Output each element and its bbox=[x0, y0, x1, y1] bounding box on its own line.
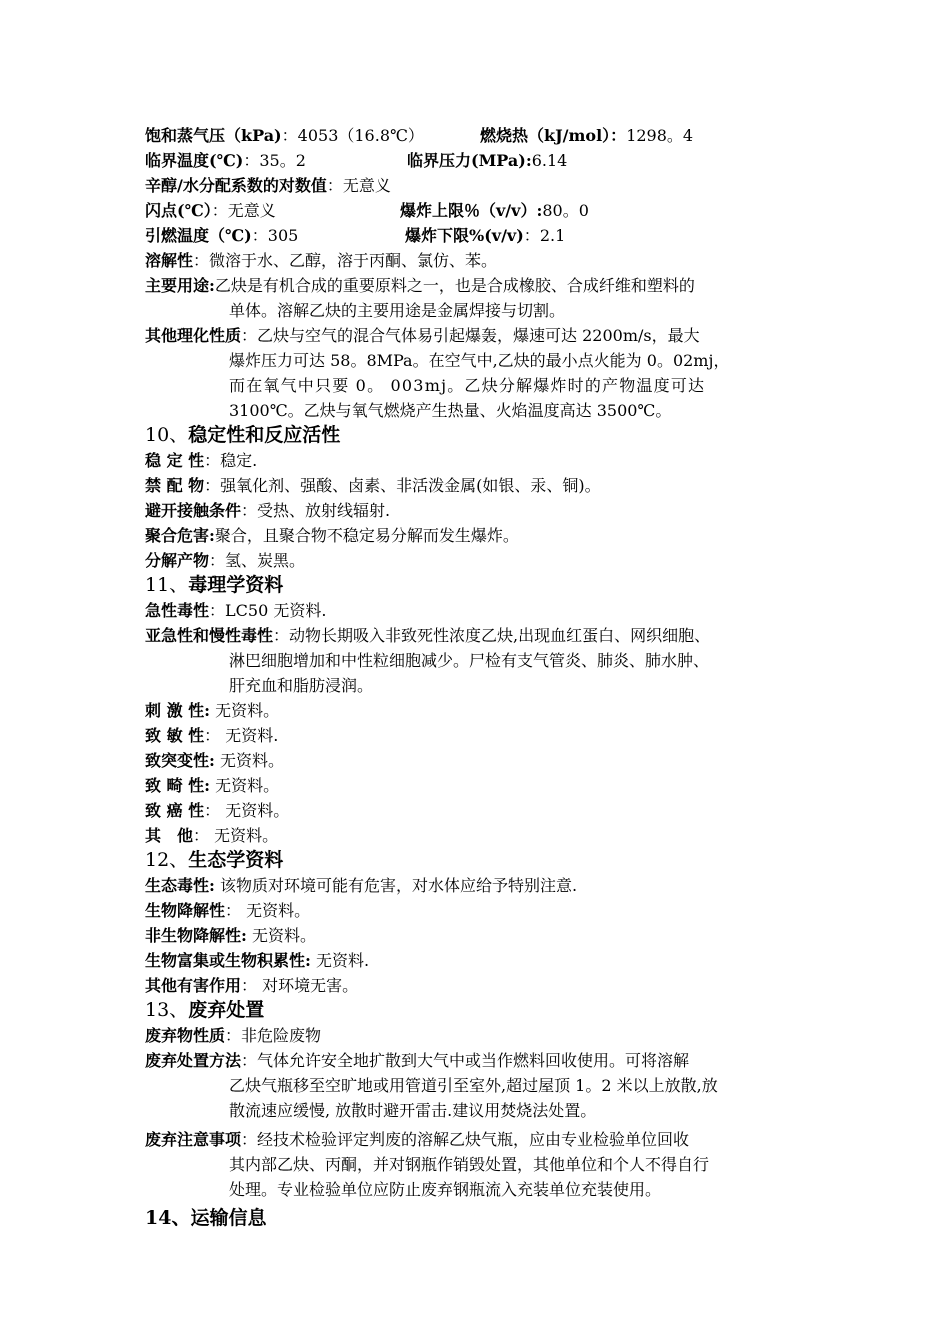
incompatible-label: 禁 配 物 bbox=[145, 476, 205, 495]
solubility-label: 溶解性 bbox=[145, 251, 194, 270]
section-12-title: 生态学资料 bbox=[188, 849, 284, 871]
main-uses-line-2: 单体。溶解乙炔的主要用途是金属焊接与切割。 bbox=[229, 301, 566, 320]
section-10-title: 稳定性和反应活性 bbox=[188, 424, 341, 446]
other-toxicity-row bbox=[145, 823, 815, 848]
irritation-row bbox=[145, 698, 815, 723]
other-harmful-effects-value: 对环境无害。 bbox=[257, 976, 359, 995]
biodegradability-sep: ： bbox=[225, 901, 242, 920]
stability-label: 稳 定 性 bbox=[145, 451, 205, 470]
main-uses-block bbox=[145, 273, 815, 323]
critical-temperature-value: 35。2 bbox=[259, 151, 306, 170]
section-14-title: 14、运输信息 bbox=[145, 1207, 267, 1229]
ignition-temperature-label: 引燃温度（℃) bbox=[145, 226, 252, 245]
section-10-heading bbox=[145, 423, 815, 448]
carcinogenicity-value: 无资料。 bbox=[220, 801, 290, 820]
critical-row bbox=[145, 148, 815, 173]
avoid-conditions-label: 避开接触条件 bbox=[145, 501, 242, 520]
other-toxicity-sep: ： bbox=[193, 826, 210, 845]
critical-temperature-label: 临界温度(℃) bbox=[145, 151, 244, 170]
flash-point-value: 无意义 bbox=[227, 201, 276, 220]
flash-row bbox=[145, 198, 815, 223]
sensitization-row bbox=[145, 723, 815, 748]
section-11-title: 毒理学资料 bbox=[188, 574, 284, 596]
non-biodegradability-label: 非生物降解性: bbox=[145, 926, 247, 945]
polymerization-value: 聚合，且聚合物不稳定易分解而发生爆炸。 bbox=[214, 526, 519, 545]
biodegradability-value: 无资料。 bbox=[241, 901, 311, 920]
upper-explosive-limit-label: 爆炸上限％（v/v）: bbox=[400, 201, 543, 220]
disposal-notes-line-2: 其内部乙炔、丙酮，并对钢瓶作销毁处置，其他单位和个人不得自行 bbox=[229, 1155, 710, 1174]
sensitization-label: 致 敏 性 bbox=[145, 726, 205, 745]
disposal-method-line-2: 乙炔气瓶移至空旷地或用管道引至室外,超过屋顶 1。2 米以上放散,放 bbox=[229, 1076, 718, 1095]
critical-temperature-sep: ： bbox=[243, 151, 260, 170]
incompatible-value: 强氧化剂、强酸、卤素、非活泼金属(如银、汞、铜)。 bbox=[220, 476, 601, 495]
waste-nature-sep: ： bbox=[225, 1026, 242, 1045]
carcinogenicity-sep: ： bbox=[204, 801, 221, 820]
stability-sep: ： bbox=[204, 451, 221, 470]
irritation-value: 无资料。 bbox=[210, 701, 280, 720]
section-14-heading bbox=[145, 1206, 815, 1231]
polymerization-row bbox=[145, 523, 815, 548]
bioaccumulation-label: 生物富集或生物积累性: bbox=[145, 951, 311, 970]
vapor-pressure-sep: ： bbox=[281, 126, 298, 145]
disposal-notes-sep: ： bbox=[241, 1130, 258, 1149]
bioaccumulation-value: 无资料. bbox=[310, 951, 370, 970]
irritation-label: 刺 激 性: bbox=[145, 701, 211, 720]
other-harmful-effects-row bbox=[145, 973, 815, 998]
section-12-number: 12、 bbox=[145, 849, 189, 871]
critical-pressure-label: 临界压力(MPa): bbox=[407, 151, 532, 170]
teratogenicity-row bbox=[145, 773, 815, 798]
critical-pressure-value: 6.14 bbox=[531, 151, 568, 170]
decomposition-value: 氢、炭黑。 bbox=[225, 551, 306, 570]
section-11-heading bbox=[145, 573, 815, 598]
other-properties-label: 其他理化性质 bbox=[145, 326, 242, 345]
sensitization-value: 无资料. bbox=[220, 726, 279, 745]
teratogenicity-value: 无资料。 bbox=[210, 776, 280, 795]
other-properties-block bbox=[145, 323, 815, 423]
other-properties-line-2: 爆炸压力可达 58。8MPa。在空气中,乙炔的最小点火能为 0。02mj， bbox=[229, 351, 730, 370]
disposal-notes-line-3: 处理。专业检验单位应防止废弃钢瓶流入充装单位充装使用。 bbox=[229, 1180, 662, 1199]
ecotoxicity-value: 该物质对环境可能有危害，对水体应给予特别注意. bbox=[214, 876, 578, 895]
section-12-heading bbox=[145, 848, 815, 873]
main-uses-line-1: 乙炔是有机合成的重要原料之一，也是合成橡胶、合成纤维和塑料的 bbox=[214, 276, 695, 295]
acute-toxicity-row bbox=[145, 598, 815, 623]
other-toxicity-label: 其 他 bbox=[145, 826, 194, 845]
section-13-title: 废弃处置 bbox=[188, 999, 265, 1021]
acute-toxicity-label: 急性毒性 bbox=[145, 601, 210, 620]
ignition-temperature-value: 305 bbox=[267, 226, 299, 245]
other-harmful-effects-sep: ： bbox=[241, 976, 258, 995]
other-harmful-effects-label: 其他有害作用 bbox=[145, 976, 242, 995]
waste-nature-value: 非危险废物 bbox=[241, 1026, 322, 1045]
stability-value: 稳定. bbox=[220, 451, 258, 470]
waste-nature-label: 废弃物性质 bbox=[145, 1026, 226, 1045]
stability-row bbox=[145, 448, 815, 473]
lower-explosive-limit-label: 爆炸下限%(v/v) bbox=[405, 226, 524, 245]
other-properties-line-4: 3100℃。乙炔与氧气燃烧产生热量、火焰温度高达 3500℃。 bbox=[229, 401, 672, 420]
mutagenicity-label: 致突变性: bbox=[145, 751, 215, 770]
partition-label: 辛醇/水分配系数的对数值 bbox=[145, 176, 327, 195]
non-biodegradability-row bbox=[145, 923, 815, 948]
other-properties-line-3: 而在氧气中只要 0。 003mj。乙炔分解爆炸时的产物温度可达 bbox=[229, 376, 706, 395]
chronic-toxicity-line-3: 肝充血和脂肪浸润。 bbox=[229, 676, 374, 695]
avoid-conditions-row bbox=[145, 498, 815, 523]
non-biodegradability-value: 无资料。 bbox=[246, 926, 317, 945]
heat-of-combustion-value: 1298。4 bbox=[626, 126, 694, 145]
carcinogenicity-row bbox=[145, 798, 815, 823]
disposal-method-line-1: 气体允许安全地扩散到大气中或当作燃料回收使用。可将溶解 bbox=[257, 1051, 690, 1070]
flash-point-label: 闪点(℃） bbox=[145, 201, 212, 220]
document-page bbox=[145, 123, 815, 1231]
sensitization-sep: ： bbox=[204, 726, 221, 745]
section-10-number: 10、 bbox=[145, 424, 189, 446]
vapor-pressure-label: 饱和蒸气压（kPa) bbox=[145, 126, 282, 145]
partition-value: 无意义 bbox=[342, 176, 391, 195]
vapor-pressure-value: 4053（16.8℃） bbox=[297, 126, 424, 145]
teratogenicity-label: 致 畸 性: bbox=[145, 776, 211, 795]
biodegradability-label: 生物降解性 bbox=[145, 901, 226, 920]
decomposition-row bbox=[145, 548, 815, 573]
acute-toxicity-value: LC50 无资料. bbox=[225, 601, 327, 620]
flash-point-sep: ： bbox=[211, 201, 228, 220]
ignition-temperature-sep: ： bbox=[251, 226, 268, 245]
disposal-method-block bbox=[145, 1048, 815, 1123]
other-toxicity-value: 无资料。 bbox=[209, 826, 279, 845]
ignition-row bbox=[145, 223, 815, 248]
solubility-row bbox=[145, 248, 815, 273]
incompatible-sep: ： bbox=[204, 476, 221, 495]
decomposition-label: 分解产物 bbox=[145, 551, 210, 570]
main-uses-label: 主要用途: bbox=[145, 276, 215, 295]
waste-nature-row bbox=[145, 1023, 815, 1048]
disposal-method-sep: ： bbox=[241, 1051, 258, 1070]
disposal-notes-line-1: 经技术检验评定判废的溶解乙炔气瓶，应由专业检验单位回收 bbox=[257, 1130, 690, 1149]
biodegradability-row bbox=[145, 898, 815, 923]
acute-toxicity-sep: ： bbox=[209, 601, 226, 620]
ecotoxicity-label: 生态毒性: bbox=[145, 876, 215, 895]
heat-of-combustion-label: 燃烧热（kJ/mol）： bbox=[480, 126, 627, 145]
disposal-notes-label: 废弃注意事项 bbox=[145, 1130, 242, 1149]
solubility-value: 微溶于水、乙醇，溶于丙酮、氯仿、苯。 bbox=[209, 251, 498, 270]
section-13-heading bbox=[145, 998, 815, 1023]
other-properties-line-1: 乙炔与空气的混合气体易引起爆轰，爆速可达 2200m/s，最大 bbox=[257, 326, 700, 345]
incompatible-row bbox=[145, 473, 815, 498]
vapor-pressure-row bbox=[145, 123, 815, 148]
ecotoxicity-row bbox=[145, 873, 815, 898]
chronic-toxicity-label: 亚急性和慢性毒性 bbox=[145, 626, 274, 645]
bioaccumulation-row bbox=[145, 948, 815, 973]
chronic-toxicity-line-1: 动物长期吸入非致死性浓度乙炔,出现血红蛋白、网织细胞、 bbox=[289, 626, 711, 645]
lower-explosive-limit-sep: ： bbox=[523, 226, 540, 245]
partition-row bbox=[145, 173, 815, 198]
section-13-number: 13、 bbox=[145, 999, 189, 1021]
carcinogenicity-label: 致 癌 性 bbox=[145, 801, 205, 820]
section-11-number: 11、 bbox=[145, 574, 189, 596]
chronic-toxicity-line-2: 淋巴细胞增加和中性粒细胞减少。尸检有支气管炎、肺炎、肺水肿、 bbox=[229, 651, 710, 670]
disposal-notes-block bbox=[145, 1127, 815, 1202]
mutagenicity-value: 无资料。 bbox=[214, 751, 285, 770]
avoid-conditions-sep: ： bbox=[241, 501, 258, 520]
disposal-method-label: 废弃处置方法 bbox=[145, 1051, 242, 1070]
decomposition-sep: ： bbox=[209, 551, 226, 570]
partition-sep: ： bbox=[326, 176, 343, 195]
other-properties-sep: ： bbox=[241, 326, 258, 345]
lower-explosive-limit-value: 2.1 bbox=[539, 226, 566, 245]
solubility-sep: ： bbox=[193, 251, 210, 270]
mutagenicity-row bbox=[145, 748, 815, 773]
chronic-toxicity-block bbox=[145, 623, 815, 698]
polymerization-label: 聚合危害: bbox=[145, 526, 215, 545]
upper-explosive-limit-value: 80。0 bbox=[542, 201, 589, 220]
chronic-toxicity-sep: ： bbox=[273, 626, 290, 645]
disposal-method-line-3: 散流速应缓慢, 放散时避开雷击.建议用焚烧法处置。 bbox=[229, 1101, 597, 1120]
avoid-conditions-value: 受热、放射线辐射. bbox=[257, 501, 391, 520]
